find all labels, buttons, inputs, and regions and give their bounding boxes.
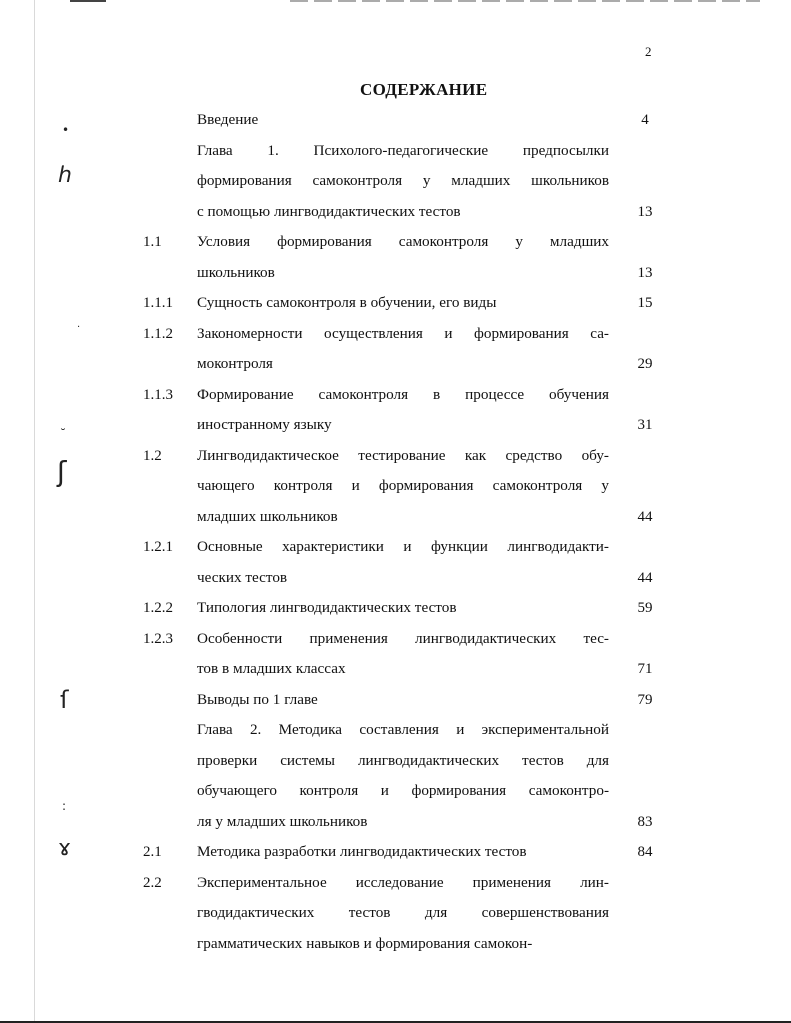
toc-entry-line: Особенности применения лингводидактических тес- [197, 629, 609, 647]
toc-entry-title [197, 319, 609, 380]
toc-entry-line: Сущность самоконтроля в обучении, его виды [197, 294, 497, 311]
toc-entry-title [197, 532, 609, 593]
page-number: 2 [645, 44, 652, 59]
toc-entry-page: 4 [641, 112, 649, 128]
toc-entry-line: тов в младших классах [197, 660, 346, 677]
page-title: СОДЕРЖАНИЕ [360, 80, 488, 99]
scan-speck-8: ɤ [58, 836, 72, 861]
scan-speck-7: : [62, 799, 67, 813]
toc-entry-line: проверки системы лингводидактических тестов для [197, 751, 609, 769]
toc-entry-line: Лингводидактическое тестирование как средство обу- [197, 446, 609, 464]
toc-entry-number: 1.1.2 [143, 325, 173, 342]
toc-entry-number: 1.2 [143, 447, 162, 464]
scan-speck-3: · [77, 322, 81, 333]
toc-entry-number: 2.2 [143, 874, 162, 891]
scan-speck-2: ℎ [58, 163, 72, 188]
toc-entry-line: с помощью лингводидактических тестов [197, 202, 461, 220]
toc-entry-page: 83 [637, 813, 653, 830]
toc-entry-line: Глава 2. Методика составления и экспериментальной [197, 721, 609, 738]
toc-entry-title [197, 288, 609, 319]
toc-entry-page: 29 [637, 356, 653, 372]
toc-entry-title [197, 715, 609, 837]
toc-entry-line: Условия формирования самоконтроля у младших [197, 233, 609, 250]
toc-entry-line: Закономерности осуществления и формирования са- [197, 324, 609, 342]
toc-entry-page: 59 [637, 600, 653, 616]
toc-entry-page: 13 [637, 264, 653, 281]
toc-entry-title [197, 105, 609, 136]
toc-entry-number: 1.1.1 [143, 295, 173, 311]
toc-entry-title [197, 227, 609, 288]
toc-entry-title [197, 441, 609, 533]
toc-entry-page: 13 [637, 203, 653, 220]
toc-entry-page: 71 [637, 661, 653, 677]
toc-entry-line: моконтроля [197, 355, 273, 372]
toc-entry-title [197, 380, 609, 441]
toc-entry-number: 1.1 [143, 234, 162, 250]
toc-entry-page: 84 [637, 844, 653, 860]
toc-entry-line: Экспериментальное исследование применения лин- [197, 873, 609, 891]
toc-entry-number: 1.1.3 [143, 386, 173, 403]
toc-entry-page: 15 [637, 295, 653, 311]
toc-entry-line: Формирование самоконтроля в процессе обучения [197, 385, 609, 403]
toc-entry-line: школьников [197, 263, 275, 281]
toc-entry-page: 44 [637, 569, 653, 586]
toc-entry-line: формирования самоконтроля у младших школьников [197, 172, 609, 189]
toc-entry-page: 31 [637, 417, 653, 433]
toc-entry-page: 44 [637, 508, 653, 525]
toc-entry-line: гводидактических тестов для совершенствования [197, 904, 609, 921]
toc-entry-line: Введение [197, 111, 259, 128]
toc-entry-title [197, 685, 609, 716]
toc-entry-line: ческих тестов [197, 568, 288, 586]
toc-entry-number: 1.2.1 [143, 539, 173, 555]
toc-entry-line: Типология лингводидактических тестов [197, 599, 457, 616]
toc-entry-page: 79 [637, 691, 653, 708]
scan-speck-1: • [62, 123, 70, 137]
toc-entry-title [197, 136, 609, 228]
toc-entry-line: ля у младших школьников [197, 812, 368, 830]
toc-entry-number: 1.2.3 [143, 630, 173, 647]
toc-entry-line: Методика разработки лингводидактических тестов [197, 843, 527, 860]
scan-speck-6: ſ [60, 686, 69, 714]
scan-speck-5: ʃ [57, 455, 67, 488]
toc-entry-title [197, 593, 609, 624]
toc-entry-line: младших школьников [197, 507, 338, 525]
toc-entry-number: 1.2.2 [143, 600, 173, 616]
toc-entry-line: грамматических навыков и формирования самокон- [197, 934, 533, 952]
toc-entry-line: чающего контроля и формирования самоконтроля у [197, 477, 609, 494]
toc-entry-line: иностранному языку [197, 416, 332, 433]
toc-entry-title [197, 837, 609, 868]
toc-entry-line: Выводы по 1 главе [197, 690, 318, 708]
toc-entry-title [197, 624, 609, 685]
toc-entry-line: Глава 1. Психолого-педагогические предпосылки [197, 141, 609, 159]
toc-entry-line: Основные характеристики и функции лингводидакти- [197, 538, 609, 555]
scan-speck-4: ˘ [60, 427, 66, 441]
toc-entry-number: 2.1 [143, 844, 162, 860]
toc-entry-line: обучающего контроля и формирования самоконтро- [197, 782, 609, 799]
toc-entry-title [197, 868, 609, 960]
